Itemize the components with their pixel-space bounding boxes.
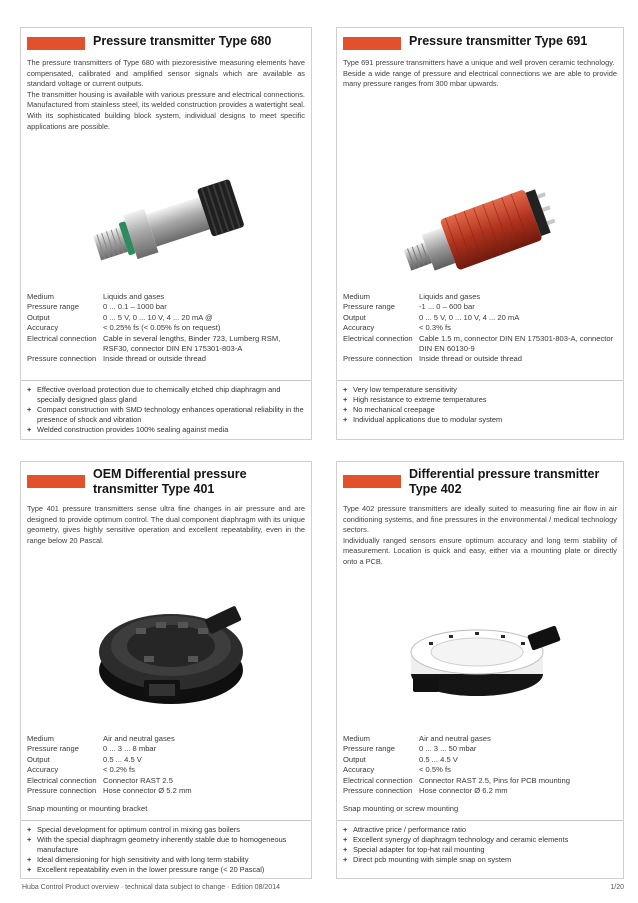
feature-list [21, 820, 311, 875]
feature-item: + Direct pcb mounting with simple snap on system [343, 855, 617, 865]
spec-row [27, 776, 305, 786]
page-number: 1/20 [610, 884, 624, 891]
spec-value: Air and neutral gases [103, 734, 175, 743]
accent-bar [27, 37, 85, 50]
panel-header [21, 467, 311, 497]
feature-item: + Special adapter for top-hat rail mounting [343, 845, 617, 855]
product-panel-691 [336, 27, 624, 440]
spec-value: -1 ... 0 – 600 bar [419, 302, 475, 312]
page-footer: Huba Control Product overview · technical data subject to change · Edition 08/2014 [22, 884, 280, 891]
description-paragraph: The transmitter housing is available with various pressure and electrical connections. Manufactured from stainless steel, its welded construction provides a watertight seal. With its sophisticated building block system, individual designs to meet specific applications are possible. [27, 89, 305, 131]
feature-item: + With the special diaphragm geometry inherently stable due to homogeneous manufacture [27, 835, 305, 855]
spec-value: 0 ... 3 ... 8 mbar [103, 744, 157, 754]
spec-label: Electrical connection [27, 775, 97, 785]
transmitter-691-photo [392, 176, 572, 286]
spec-label: Pressure range [343, 744, 395, 754]
spec-value: Connector RAST 2.5 [103, 775, 173, 785]
spec-row [27, 292, 305, 302]
spec-row [27, 354, 305, 364]
spec-label: Electrical connection [343, 333, 413, 343]
spec-value: 0 ... 0.1 – 1000 bar [103, 302, 167, 312]
panel-header [21, 34, 311, 50]
spec-label: Pressure range [27, 744, 79, 754]
spec-value: 0 ... 3 ... 50 mbar [419, 744, 477, 754]
spec-label: Medium [343, 734, 371, 743]
spec-label: Output [27, 312, 50, 322]
spec-value: < 0.3% fs [419, 323, 451, 333]
description-paragraph: Individually ranged sensors ensure optimum accuracy and long term stability of measurement. Location is quick and easy, either via a mounting plate or directly onto a PCB. [343, 535, 617, 566]
product-title: Pressure transmitter Type 680 [93, 34, 272, 48]
transmitter-680-photo [81, 163, 261, 283]
spec-row [343, 334, 617, 355]
transmitter-402-photo [397, 612, 567, 712]
product-title: Pressure transmitter Type 691 [409, 34, 588, 48]
spec-row [343, 786, 617, 796]
spec-row [343, 765, 617, 775]
mounting-note: Snap mounting or screw mounting [343, 804, 459, 813]
spec-value: < 0.2% fs [103, 765, 135, 775]
product-panel-402 [336, 461, 624, 879]
spec-value: Cable in several lengths, Binder 723, Lumberg RSM, RSF30, connector DIN EN 175301-803-A [103, 333, 281, 354]
feature-item: + Very low temperature sensitivity [343, 385, 617, 395]
spec-value: < 0.25% fs (< 0.05% fs on request) [103, 323, 221, 333]
spec-row [343, 734, 617, 744]
spec-table [27, 292, 305, 365]
panel-header [337, 34, 623, 50]
panel-header [337, 467, 623, 497]
feature-list [21, 380, 311, 435]
spec-label: Pressure range [27, 302, 79, 312]
description-paragraph: The pressure transmitters of Type 680 with piezoresistive measuring elements have compensated, calibrated and amplified sensor signals which are available as standard voltage or current outputs. [27, 58, 305, 89]
product-description [343, 504, 617, 568]
spec-value: Inside thread or outside thread [103, 354, 207, 364]
spec-row [27, 323, 305, 333]
spec-label: Medium [27, 292, 55, 301]
spec-row [343, 755, 617, 765]
spec-value: Inside thread or outside thread [419, 354, 523, 364]
spec-label: Electrical connection [343, 775, 413, 785]
spec-row [343, 354, 617, 364]
spec-row [27, 734, 305, 744]
spec-label: Accuracy [27, 323, 59, 333]
spec-value: Connector RAST 2.5, Pins for PCB mounting [419, 775, 570, 785]
feature-item: + Effective overload protection due to chemically etched chip diaphragm and specially designed glass gland [27, 385, 305, 405]
spec-value: Hose connector Ø 5.2 mm [103, 786, 192, 796]
spec-row [27, 765, 305, 775]
feature-item: + Excellent synergy of diaphragm technology and ceramic elements [343, 835, 617, 845]
accent-bar [343, 37, 401, 50]
feature-list [337, 380, 623, 425]
accent-bar [343, 475, 401, 488]
spec-row [27, 744, 305, 754]
spec-row [27, 786, 305, 796]
spec-value: Hose connector Ø 6.2 mm [419, 786, 508, 796]
spec-label: Pressure connection [27, 354, 97, 364]
spec-value: Cable 1.5 m, connector DIN EN 175301-803-A, connector DIN EN 60130-9 [419, 333, 614, 354]
product-title: OEM Differential pressure transmitter Type 401 [93, 467, 247, 496]
spec-label: Medium [27, 734, 55, 743]
spec-label: Output [27, 754, 50, 764]
spec-label: Pressure connection [343, 786, 413, 796]
spec-row [343, 292, 617, 302]
spec-value: Liquids and gases [419, 292, 481, 301]
spec-value: Liquids and gases [103, 292, 165, 301]
product-panel-401 [20, 461, 312, 879]
transmitter-401-photo [86, 582, 256, 722]
spec-row [343, 313, 617, 323]
feature-item: + Attractive price / performance ratio [343, 825, 617, 835]
spec-value: 0.5 ... 4.5 V [419, 754, 458, 764]
description-paragraph: Type 402 pressure transmitters are ideally suited to measuring fine air flow in air conditioning systems, and fine pressures in the environmental / medical technology sectors. [343, 504, 617, 535]
spec-label: Output [343, 312, 366, 322]
spec-label: Pressure connection [27, 786, 97, 796]
spec-label: Accuracy [27, 765, 59, 775]
description-paragraph: Type 401 pressure transmitters sense ultra fine changes in air pressure and are designed to provide optimum control. The dual component diaphragm with its unique geometry, gives highly sensitive operation and excellent repeatability, even in the range below 20 Pascal. [27, 504, 305, 545]
feature-item: + Welded construction provides 100% sealing against media [27, 425, 305, 435]
spec-value: Air and neutral gases [419, 734, 491, 743]
spec-row [27, 313, 305, 323]
product-panel-680 [20, 27, 312, 440]
spec-label: Accuracy [343, 765, 375, 775]
spec-row [343, 323, 617, 333]
feature-item: + No mechanical creepage [343, 405, 617, 415]
description-paragraph: Type 691 pressure transmitters have a unique and well proven ceramic technology. [343, 58, 615, 67]
spec-label: Electrical connection [27, 333, 97, 343]
feature-item: + Compact construction with SMD technology enhances operational reliability in the presence of shock and vibration [27, 405, 305, 425]
product-title: Differential pressure transmitter Type 402 [409, 467, 600, 496]
spec-value: 0 ... 5 V, 0 ... 10 V, 4 ... 20 mA [419, 312, 520, 322]
spec-value: 0.5 ... 4.5 V [103, 754, 142, 764]
spec-label: Accuracy [343, 323, 375, 333]
spec-value: < 0.5% fs [419, 765, 451, 775]
spec-table [343, 292, 617, 365]
spec-row [27, 755, 305, 765]
feature-item: + Excellent repeatability even in the lower pressure range (< 20 Pascal) [27, 865, 305, 875]
accent-bar [27, 475, 85, 488]
spec-row [343, 776, 617, 786]
mounting-note: Snap mounting or mounting bracket [27, 804, 148, 813]
product-description [27, 58, 305, 132]
feature-item: + Ideal dimensioning for high sensitivity and with long term stability [27, 855, 305, 865]
product-description [343, 58, 617, 90]
feature-list [337, 820, 623, 865]
feature-item: + High resistance to extreme temperatures [343, 395, 617, 405]
spec-label: Pressure connection [343, 354, 413, 364]
spec-table [343, 734, 617, 796]
spec-table [27, 734, 305, 796]
spec-label: Pressure range [343, 302, 395, 312]
feature-item: + Individual applications due to modular system [343, 415, 617, 425]
spec-row [343, 302, 617, 312]
spec-row [343, 744, 617, 754]
spec-label: Medium [343, 292, 371, 301]
spec-value: 0 ... 5 V, 0 ... 10 V, 4 ... 20 mA @ [103, 312, 213, 322]
product-description [27, 504, 305, 546]
description-paragraph: Beside a wide range of pressure and electrical connections we are able to provide many pressure ranges from 300 mbar upwards. [343, 68, 617, 89]
feature-item: + Special development for optimum control in mixing gas boilers [27, 825, 305, 835]
spec-row [27, 334, 305, 355]
spec-label: Output [343, 754, 366, 764]
spec-row [27, 302, 305, 312]
